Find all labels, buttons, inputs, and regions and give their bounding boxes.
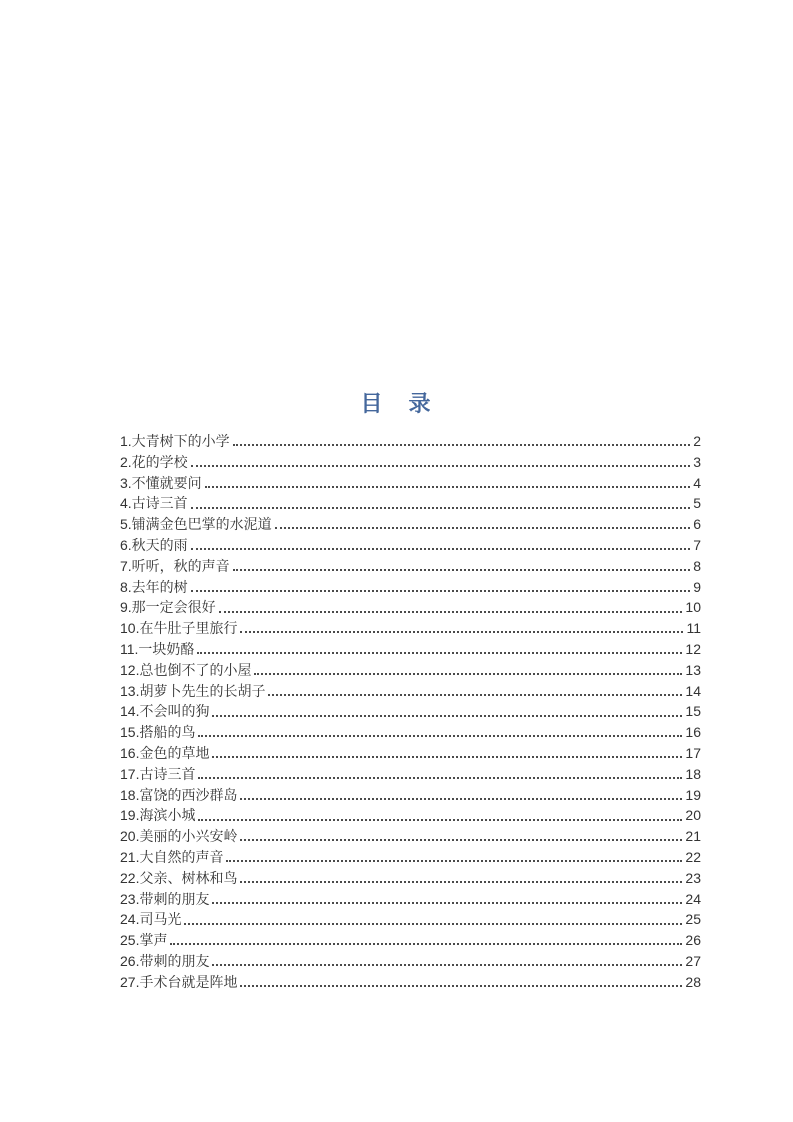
toc-entry-title: 9.那一定会很好 [120, 599, 216, 616]
toc-entry[interactable] [120, 909, 701, 930]
toc-page-number: 3 [693, 453, 701, 470]
toc-list [120, 431, 701, 993]
toc-dot-leader [198, 819, 682, 821]
toc-dot-leader [198, 777, 682, 779]
toc-entry-title: 4.古诗三首 [120, 495, 188, 512]
toc-dot-leader [191, 507, 691, 509]
toc-entry[interactable] [120, 660, 701, 681]
toc-page-number: 24 [685, 890, 701, 907]
toc-entry-title: 26.带刺的朋友 [120, 952, 210, 969]
toc-entry-title: 10.在牛肚子里旅行 [120, 620, 238, 637]
toc-dot-leader [212, 756, 682, 758]
toc-entry-title: 7.听听，秋的声音 [120, 557, 230, 574]
toc-entry[interactable] [120, 681, 701, 702]
toc-entry[interactable] [120, 847, 701, 868]
toc-entry[interactable] [120, 889, 701, 910]
toc-dot-leader [184, 923, 682, 925]
toc-page-number: 17 [685, 744, 701, 761]
toc-dot-leader [212, 715, 682, 717]
toc-title: 目 录 [360, 391, 433, 416]
toc-page-number: 8 [693, 557, 701, 574]
toc-page-number: 16 [685, 724, 701, 741]
toc-entry[interactable] [120, 639, 701, 660]
toc-page-number: 12 [685, 640, 701, 657]
toc-entry-title: 20.美丽的小兴安岭 [120, 828, 238, 845]
toc-dot-leader [275, 527, 691, 529]
toc-entry-title: 21.大自然的声音 [120, 848, 224, 865]
toc-entry-title: 12.总也倒不了的小屋 [120, 661, 252, 678]
toc-entry-title: 16.金色的草地 [120, 744, 210, 761]
toc-entry-title: 17.古诗三首 [120, 765, 196, 782]
toc-dot-leader [240, 881, 682, 883]
toc-page-number: 11 [686, 620, 701, 637]
toc-dot-leader [268, 694, 682, 696]
toc-entry[interactable] [120, 972, 701, 993]
toc-dot-leader [233, 569, 691, 571]
toc-dot-leader [170, 943, 682, 945]
toc-entry[interactable] [120, 493, 701, 514]
toc-dot-leader [198, 735, 682, 737]
toc-dot-leader [240, 631, 683, 633]
toc-dot-leader [240, 798, 682, 800]
toc-entry[interactable] [120, 535, 701, 556]
toc-dot-leader [212, 902, 682, 904]
toc-dot-leader [240, 985, 682, 987]
toc-entry[interactable] [120, 868, 701, 889]
toc-entry[interactable] [120, 597, 701, 618]
toc-page-number: 15 [685, 703, 701, 720]
toc-page-number: 26 [685, 932, 701, 949]
toc-page-number: 23 [685, 869, 701, 886]
toc-entry-title: 1.大青树下的小学 [120, 433, 230, 449]
toc-entry[interactable] [120, 743, 701, 764]
toc-page-number: 28 [685, 973, 701, 990]
toc-entry[interactable] [120, 930, 701, 951]
toc-entry-title: 19.海滨小城 [120, 807, 196, 824]
toc-page-number: 18 [685, 765, 701, 782]
toc-dot-leader [254, 673, 682, 675]
toc-dot-leader [233, 444, 691, 446]
toc-dot-leader [205, 486, 691, 488]
toc-dot-leader [191, 590, 691, 592]
toc-dot-leader [197, 652, 682, 654]
toc-entry[interactable] [120, 826, 701, 847]
toc-entry-title: 15.搭船的鸟 [120, 724, 196, 741]
toc-page-number: 10 [685, 599, 701, 616]
toc-page-number: 19 [685, 786, 701, 803]
toc-entry-title: 23.带刺的朋友 [120, 890, 210, 907]
toc-entry-title: 27.手术台就是阵地 [120, 973, 238, 990]
toc-page-number: 20 [685, 807, 701, 824]
toc-entry[interactable] [120, 764, 701, 785]
toc-page-number: 22 [685, 848, 701, 865]
toc-entry[interactable] [120, 431, 701, 452]
toc-entry[interactable] [120, 951, 701, 972]
toc-dot-leader [240, 839, 682, 841]
toc-dot-leader [191, 465, 691, 467]
toc-entry-title: 5.铺满金色巴掌的水泥道 [120, 516, 272, 533]
toc-entry[interactable] [120, 577, 701, 598]
toc-page-number: 7 [693, 536, 701, 553]
toc-page-number: 21 [685, 828, 701, 845]
toc-entry[interactable] [120, 805, 701, 826]
toc-entry[interactable] [120, 722, 701, 743]
toc-dot-leader [191, 548, 691, 550]
toc-page-number: 25 [685, 911, 701, 928]
toc-page-number: 6 [693, 516, 701, 533]
toc-page-number: 14 [685, 682, 701, 699]
toc-page-number: 2 [693, 433, 701, 449]
toc-entry-title: 18.富饶的西沙群岛 [120, 786, 238, 803]
toc-entry-title: 8.去年的树 [120, 578, 188, 595]
toc-entry[interactable] [120, 701, 701, 722]
toc-page-number: 5 [693, 495, 701, 512]
toc-entry-title: 11.一块奶酪 [120, 640, 195, 657]
toc-entry[interactable] [120, 618, 701, 639]
toc-dot-leader [226, 860, 682, 862]
toc-page-number: 27 [685, 952, 701, 969]
toc-entry-title: 25.掌声 [120, 932, 168, 949]
toc-page-number: 4 [693, 474, 701, 491]
toc-entry-title: 3.不懂就要问 [120, 474, 202, 491]
toc-page-number: 9 [693, 578, 701, 595]
toc-entry-title: 6.秋天的雨 [120, 536, 188, 553]
toc-entry-title: 13.胡萝卜先生的长胡子 [120, 682, 266, 699]
toc-entry-title: 2.花的学校 [120, 453, 188, 470]
toc-entry-title: 22.父亲、树林和鸟 [120, 869, 238, 886]
toc-dot-leader [212, 964, 682, 966]
toc-entry[interactable] [120, 452, 701, 473]
toc-dot-leader [219, 611, 683, 613]
toc-page-number: 13 [685, 661, 701, 678]
toc-entry[interactable] [120, 785, 701, 806]
toc-entry[interactable] [120, 556, 701, 577]
toc-entry[interactable] [120, 514, 701, 535]
toc-entry-title: 24.司马光 [120, 911, 182, 928]
toc-entry[interactable] [120, 473, 701, 494]
toc-entry-title: 14.不会叫的狗 [120, 703, 210, 720]
